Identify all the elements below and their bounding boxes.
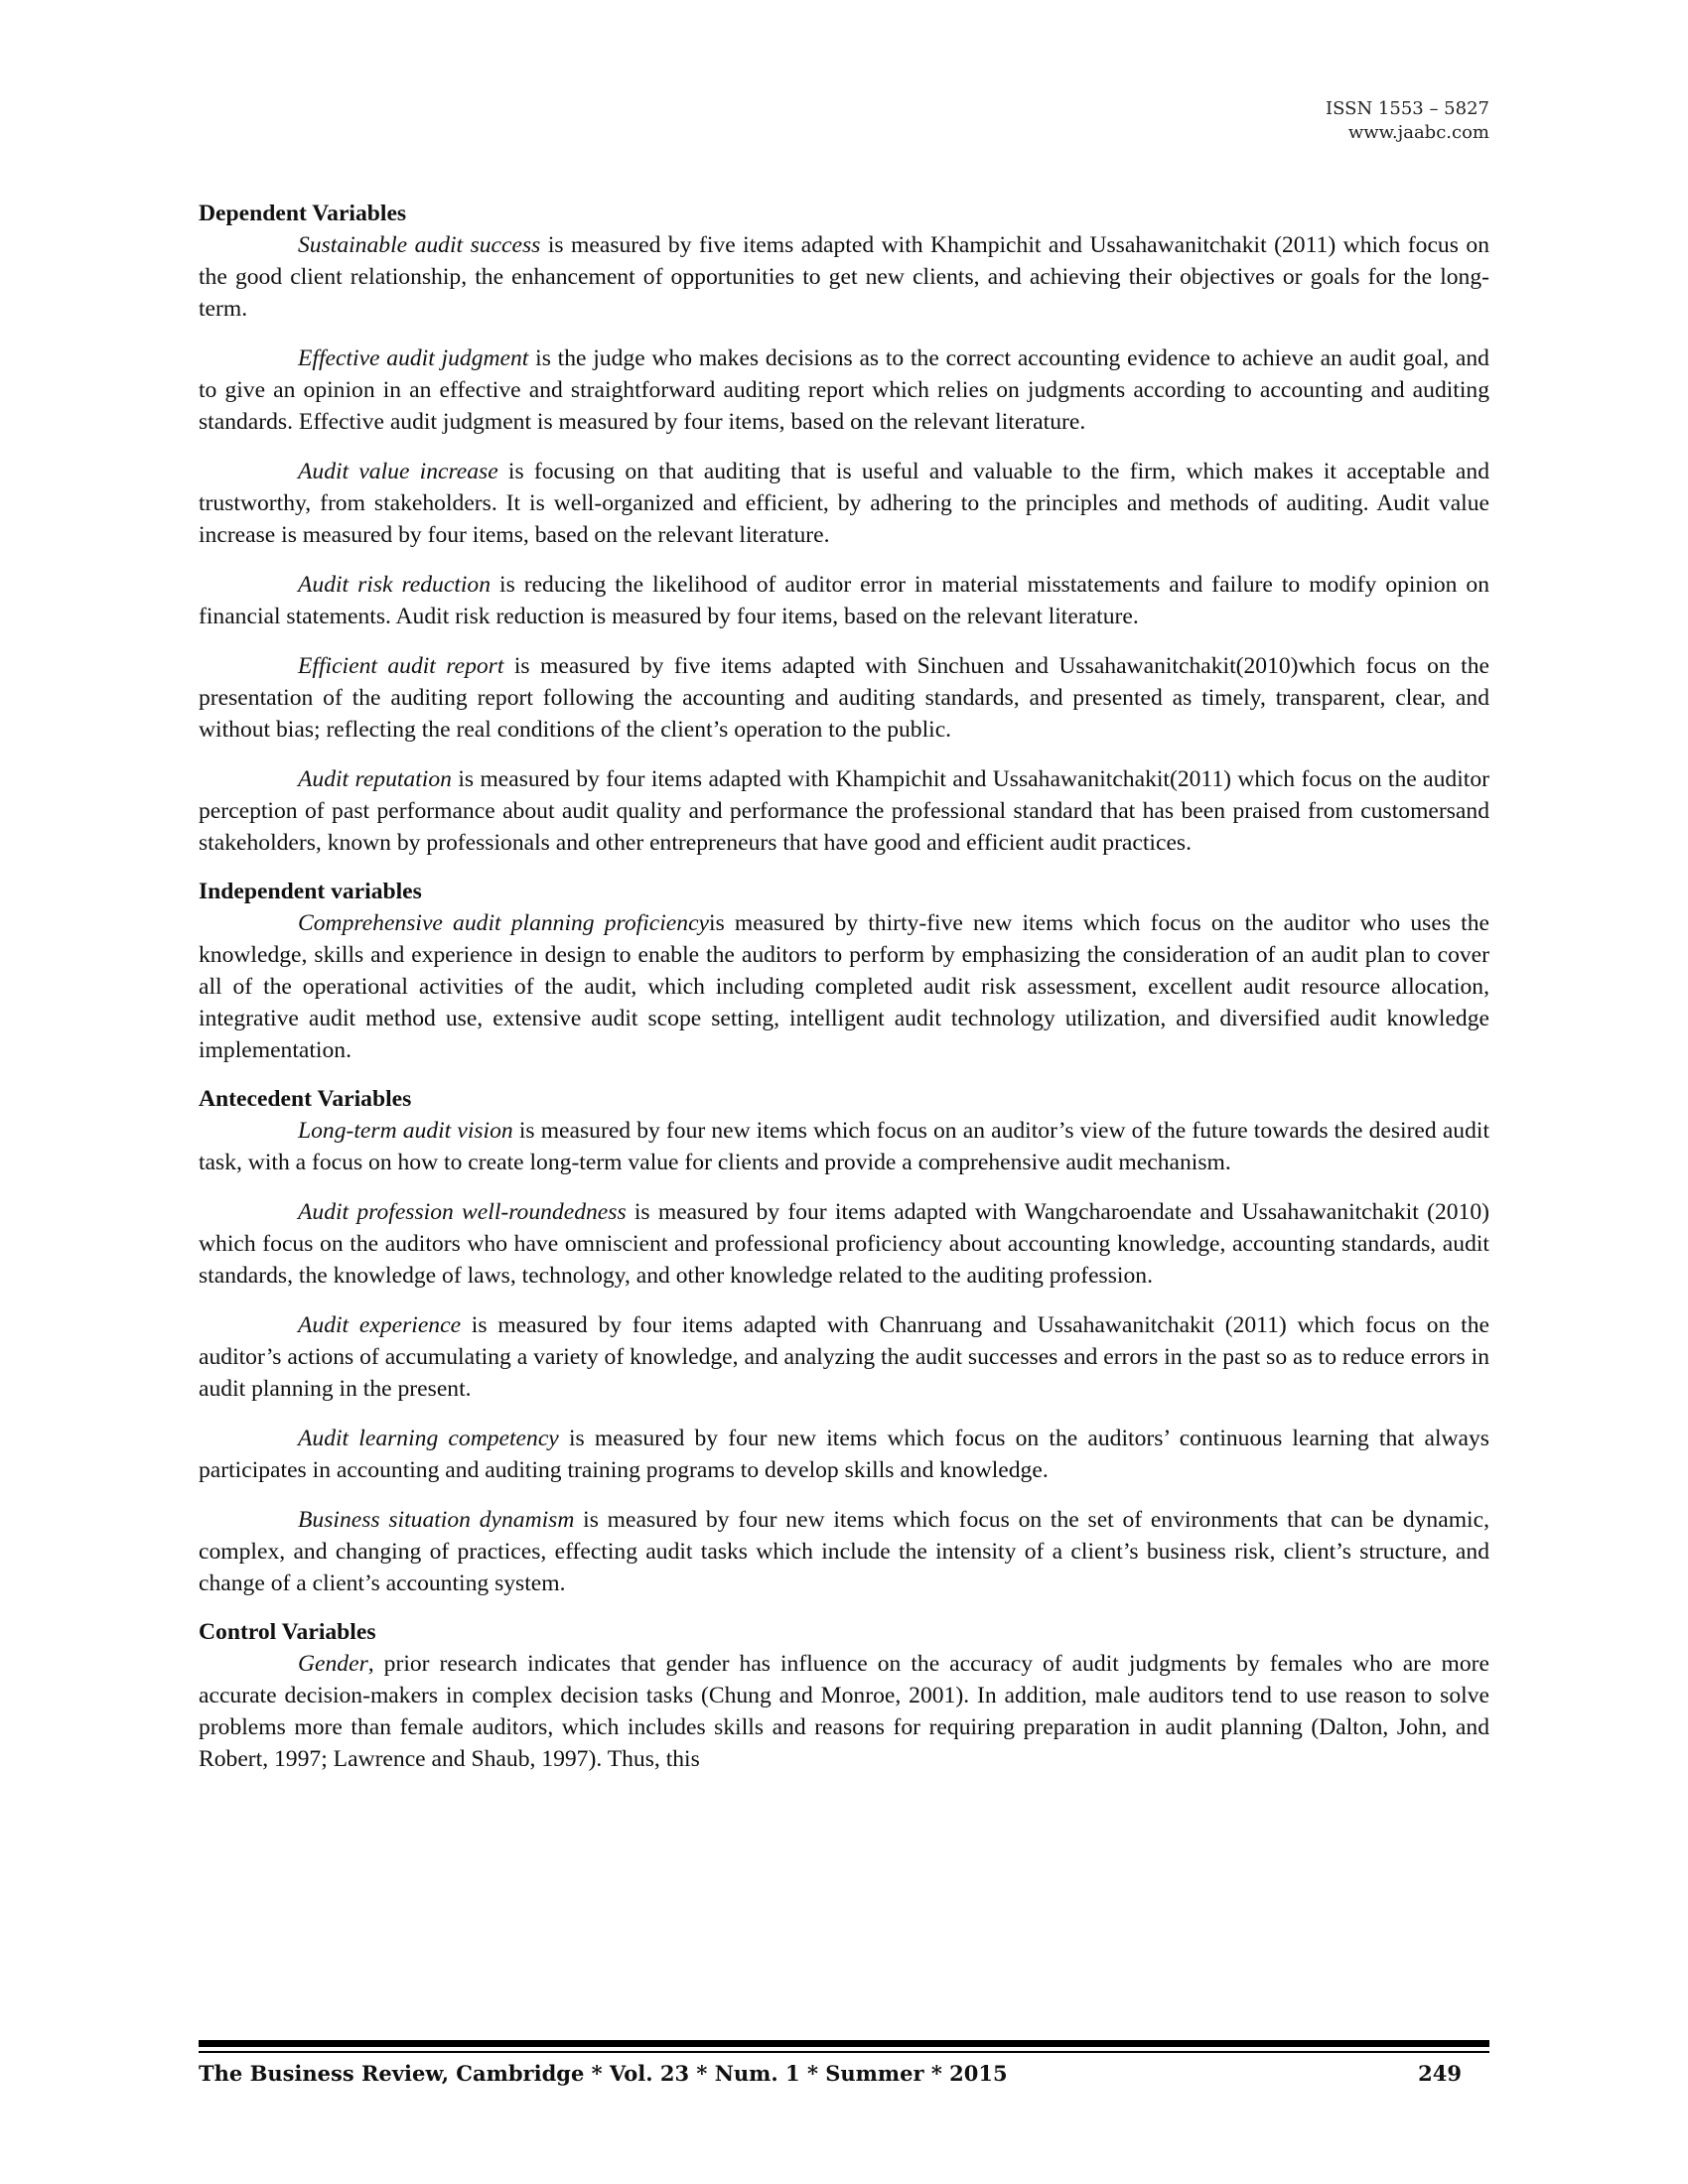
paragraph [199,1196,1489,1292]
paragraph [199,650,1489,746]
paragraph-text: is measured by four items adapted with Khampichit and Ussahawanitchakit(2011) which focus on the auditor perception of past performance about audit quality and performance the professional standard that has been praised from customersand stakeholders, known by professionals and other entrepreneurs that have good and efficient audit practices. [199,766,1489,856]
paragraph [199,229,1489,325]
section-heading: Dependent Variables [199,201,407,226]
paragraph-text: is measured by four new items which focus on the auditors’ continuous learning that always participates in accounting and auditing training programs to develop skills and knowledge. [199,1426,1489,1483]
page-number: 249 [1418,2061,1462,2086]
paragraph [199,763,1489,859]
section-heading: Independent variables [199,879,422,904]
footer-rule-thin [199,2051,1489,2053]
variable-term: Effective audit judgment [298,345,529,371]
paragraph [199,569,1489,632]
paragraph-text: is measured by four new items which focus on an auditor’s view of the future towards the desired audit task, with a focus on how to create long-term value for clients and provide a comprehensive audit mechanism. [199,1118,1489,1175]
paragraph-text: is measured by five items adapted with Khampichit and Ussahawanitchakit (2011) which focus on the good client relationship, the enhancement of opportunities to get new clients, and achieving their objectives or goals for the long-term. [199,232,1489,322]
paragraph [199,1648,1489,1775]
website-label: www.jaabc.com [1347,122,1489,143]
variable-term: Audit risk reduction [298,572,492,598]
paragraph-text: is measured by four new items which focus on the set of environments that can be dynamic, complex, and changing of practices, effecting audit tasks which include the intensity of a client’s business risk, client’s structure, and change of a client’s accounting system. [199,1507,1489,1596]
variable-term: Audit experience [298,1312,462,1338]
paragraph-text: is focusing on that auditing that is useful and valuable to the firm, which makes it acceptable and trustworthy, from stakeholders. It is well-organized and efficient, by adhering to the principles and methods of auditing. Audit value increase is measured by four items, based on the relevant literature. [199,459,1490,548]
paragraph [199,1309,1489,1405]
section [199,199,1489,859]
article-body [199,199,1489,1793]
paragraph-text: is reducing the likelihood of auditor error in material misstatements and failure to modify opinion on financial statements. Audit risk reduction is measured by four items, based on the relevant literature. [199,572,1489,629]
paragraph-text: , prior research indicates that gender has influence on the accuracy of audit judgments by females who are more accurate decision-makers in complex decision tasks (Chung and Monroe, 2001). In addition, male auditors tend to use reason to solve problems more than female auditors, which includes skills and reasons for requiring preparation in audit planning (Dalton, John, and Robert, 1997; Lawrence and Shaub, 1997). Thus, this [199,1651,1489,1772]
paragraph-text: is measured by four items adapted with Wangcharoendate and Ussahawanitchakit (2010) which focus on the auditors who have omniscient and professional proficiency about accounting knowledge, accounting standards, audit standards, the knowledge of laws, technology, and other knowledge related to the auditing profession. [199,1199,1489,1289]
section-heading: Antecedent Variables [199,1086,412,1112]
paragraph [199,342,1489,438]
journal-citation: The Business Review, Cambridge * Vol. 23 * Num. 1 * Summer * 2015 [199,2061,1008,2086]
section-heading: Control Variables [199,1619,376,1645]
issn-label: ISSN 1553 – 5827 [1326,98,1489,119]
paragraph-text: is measured by five items adapted with Sinchuen and Ussahawanitchakit(2010)which focus on the presentation of the auditing report following the accounting and auditing standards, and presented as timely, transparent, clear, and without bias; reflecting the real conditions of the client’s operation to the public. [199,653,1489,743]
paragraph-text: is measured by thirty-five new items which focus on the auditor who uses the knowledge, skills and experience in design to enable the auditors to perform by emphasizing the consideration of an audit plan to cover all of the operational activities of the audit, which including completed audit risk assessment, excellent audit resource allocation, integrative audit method use, extensive audit scope setting, intelligent audit technology utilization, and diversified audit knowledge implementation. [199,910,1489,1063]
variable-term: Efficient audit report [298,653,504,679]
section [199,1617,1489,1775]
section [199,877,1489,1066]
paragraph [199,1423,1489,1486]
paragraph [199,1115,1489,1178]
page-footer [199,2061,1489,2095]
variable-term: Long-term audit vision [298,1118,513,1144]
variable-term: Sustainable audit success [298,232,541,258]
paragraph-text: is measured by four items adapted with Chanruang and Ussahawanitchakit (2011) which focus on the auditor’s actions of accumulating a variety of knowledge, and analyzing the audit successes and errors in the past so as to reduce errors in audit planning in the present. [199,1312,1489,1402]
variable-term: Audit value increase [298,459,498,484]
variable-term: Business situation dynamism [298,1507,575,1533]
paragraph [199,456,1489,551]
variable-term: Comprehensive audit planning proficiency [298,910,710,936]
paragraph [199,907,1489,1066]
variable-term: Audit profession well-roundedness [298,1199,627,1225]
page-header [1326,97,1489,145]
footer-rule-thick [199,2040,1489,2047]
variable-term: Audit learning competency [298,1426,559,1451]
section [199,1084,1489,1599]
variable-term: Gender [298,1651,368,1677]
paragraph [199,1504,1489,1599]
variable-term: Audit reputation [298,766,452,792]
paragraph-text: is the judge who makes decisions as to the correct accounting evidence to achieve an audit goal, and to give an opinion in an effective and straightforward auditing report which relies on judgments according to accounting and auditing standards. Effective audit judgment is measured by four items, based on the relevant literature. [199,345,1489,435]
